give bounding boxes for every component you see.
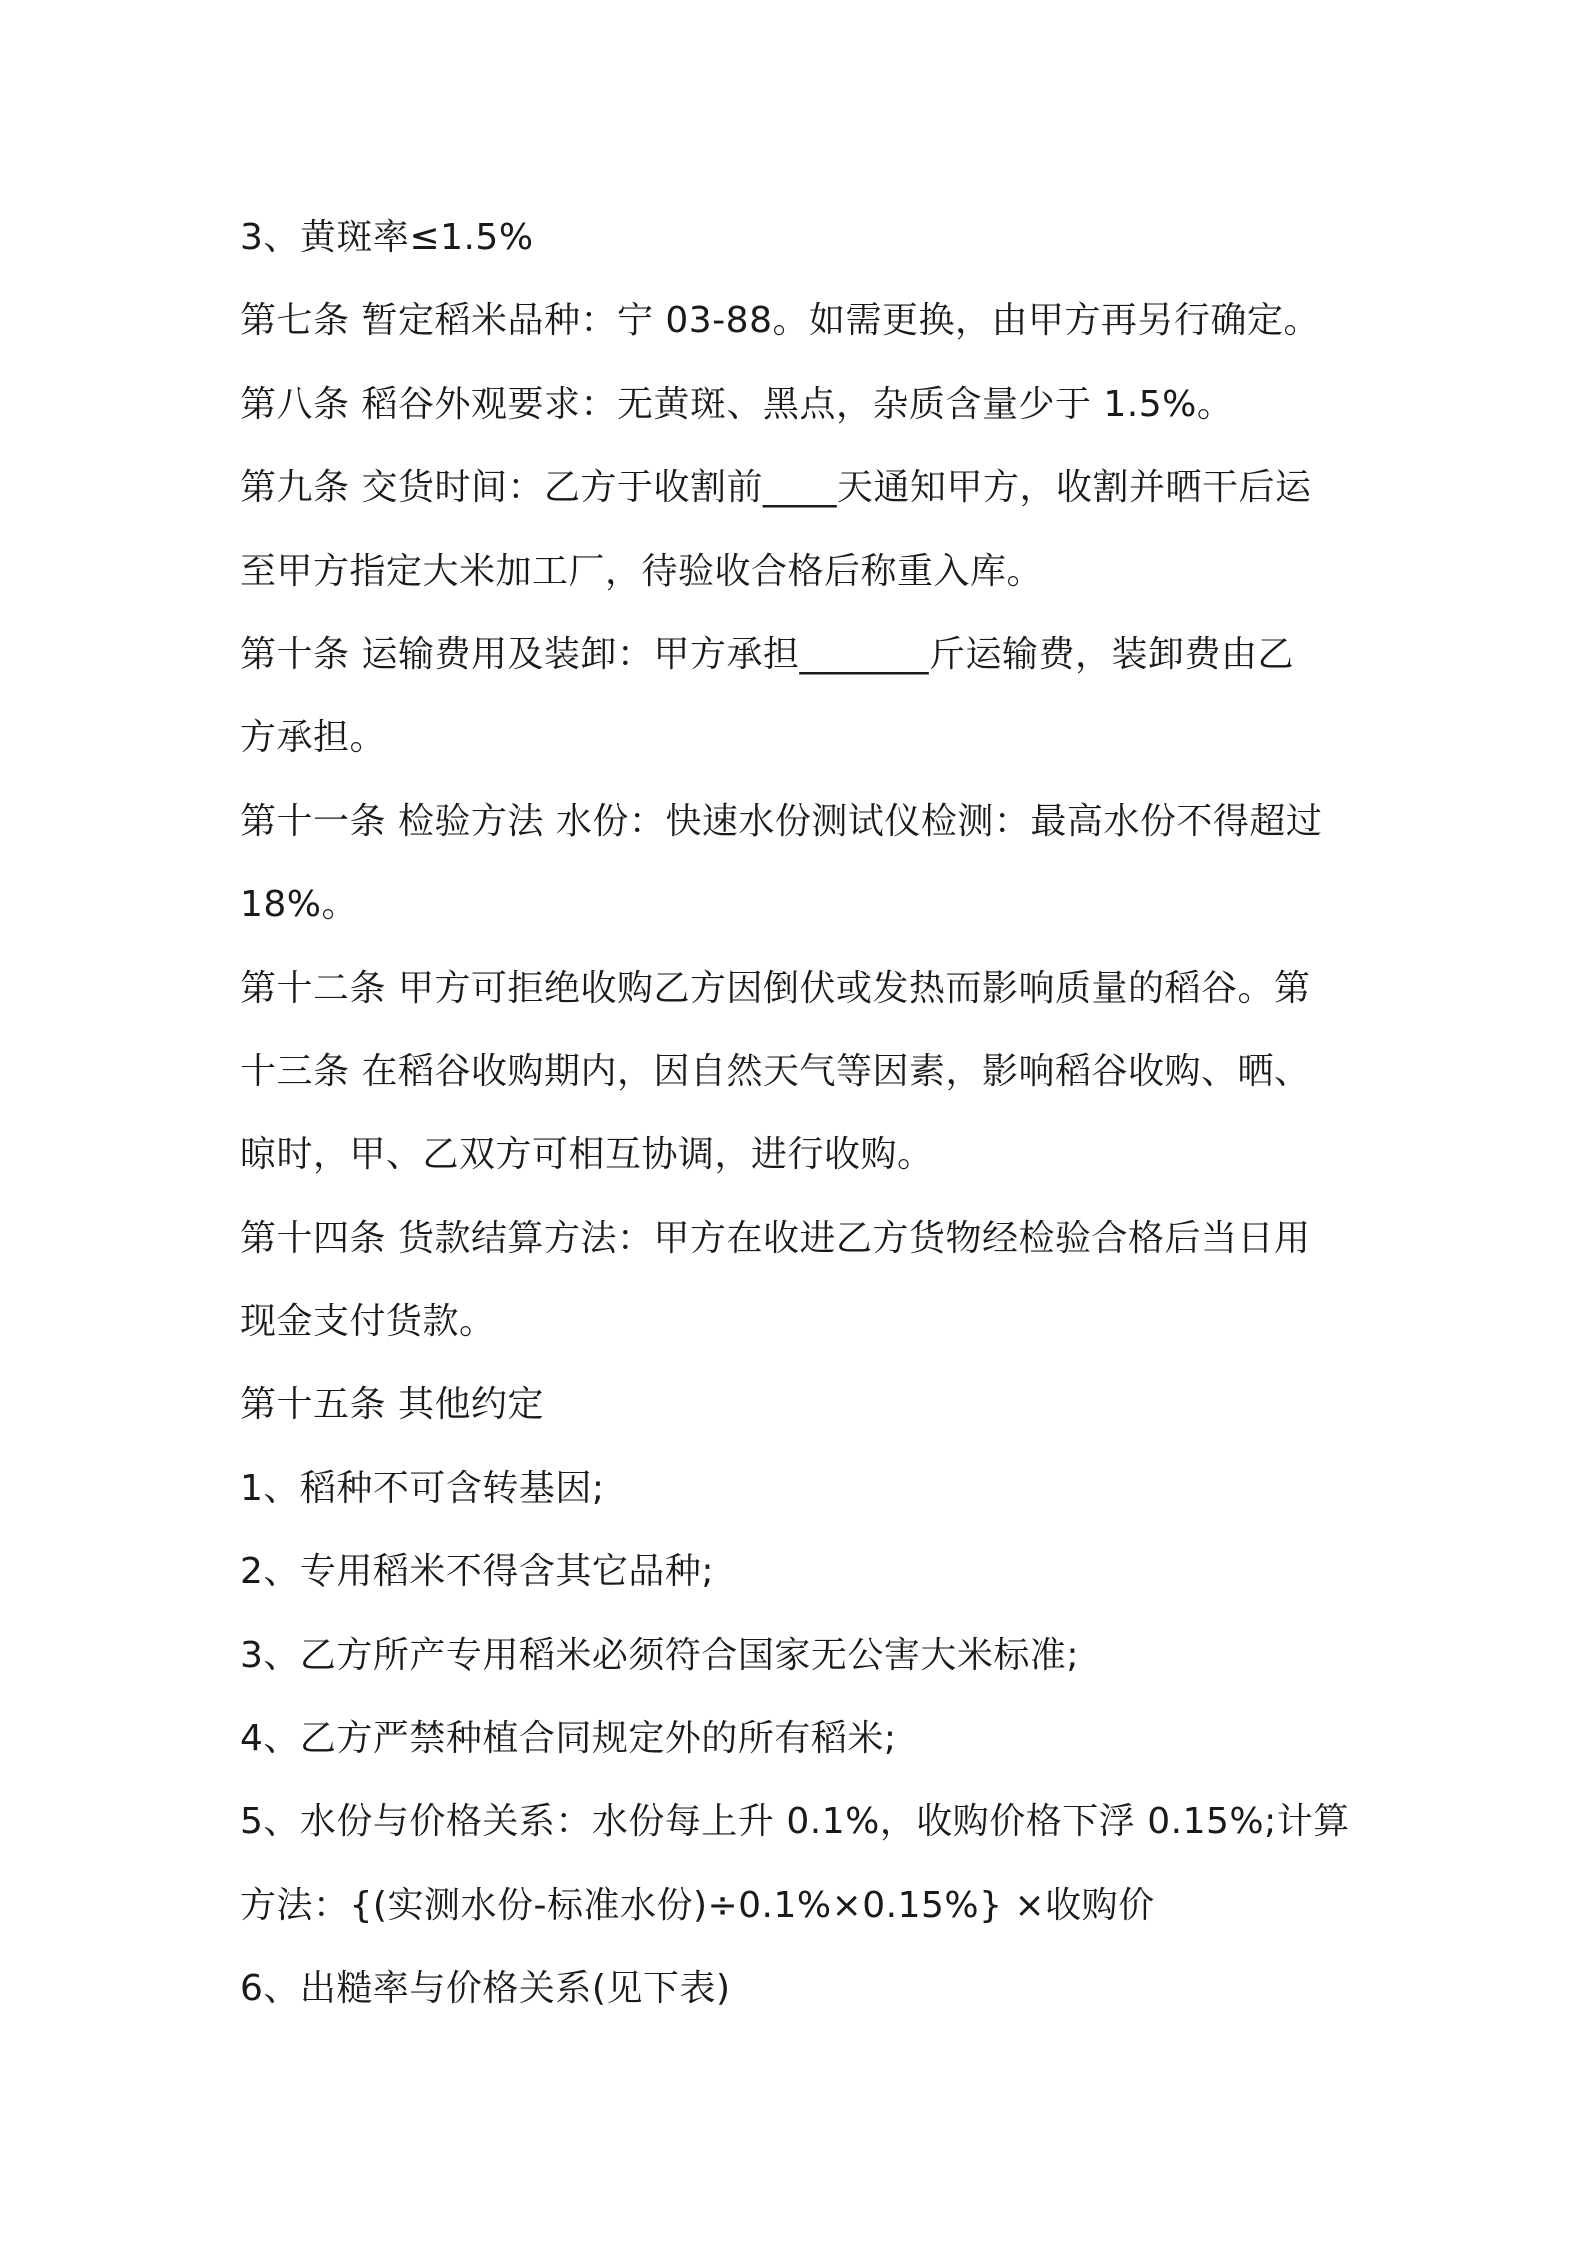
text-line: 3、乙方所产专用稻米必须符合国家无公害大米标准; <box>240 1634 1080 1676</box>
text-line: 6、出糙率与价格关系(见下表) <box>240 1968 731 2010</box>
text-line: 十三条 在稻谷收购期内，因自然天气等因素，影响稻谷收购、晒、 <box>240 1050 1311 1092</box>
text-line: 1、稻种不可含转基因; <box>240 1467 605 1509</box>
document-body <box>240 196 1360 2031</box>
text-line: 第十二条 甲方可拒绝收购乙方因倒伏或发热而影响质量的稻谷。第 <box>240 967 1311 1009</box>
text-line: 方承担。 <box>240 717 387 759</box>
text-line: 4、乙方严禁种植合同规定外的所有稻米; <box>240 1718 897 1760</box>
text-line: 3、黄斑率≤1.5% <box>240 217 534 258</box>
text-line: 18%。 <box>240 884 359 926</box>
text-line: 5、水份与价格关系：水份每上升 0.1%，收购价格下浮 0.15%;计算 <box>240 1801 1350 1843</box>
text-line: 2、专用稻米不得含其它品种; <box>240 1551 715 1593</box>
text-line: 第十五条 其他约定 <box>240 1384 544 1426</box>
text-line: 晾时，甲、乙双方可相互协调，进行收购。 <box>240 1134 934 1176</box>
text-line: 第十四条 货款结算方法：甲方在收进乙方货物经检验合格后当日用 <box>240 1217 1311 1259</box>
text-line: 第九条 交货时间：乙方于收割前____天通知甲方，收割并晒干后运 <box>240 467 1312 509</box>
text-line: 第十一条 检验方法 水份：快速水份测试仪检测：最高水份不得超过 <box>240 800 1323 842</box>
text-line: 第七条 暂定稻米品种：宁 03-88。如需更换，由甲方再另行确定。 <box>240 300 1320 342</box>
text-line: 第八条 稻谷外观要求：无黄斑、黑点，杂质含量少于 1.5%。 <box>240 383 1234 425</box>
text-line: 现金支付货款。 <box>240 1301 496 1343</box>
text-line: 至甲方指定大米加工厂，待验收合格后称重入库。 <box>240 550 1044 592</box>
text-line: 方法：{(实测水份-标准水份)÷0.1%×0.15%} ×收购价 <box>240 1884 1155 1926</box>
text-line: 第十条 运输费用及装卸：甲方承担_______斤运输费，装卸费由乙 <box>240 633 1294 675</box>
